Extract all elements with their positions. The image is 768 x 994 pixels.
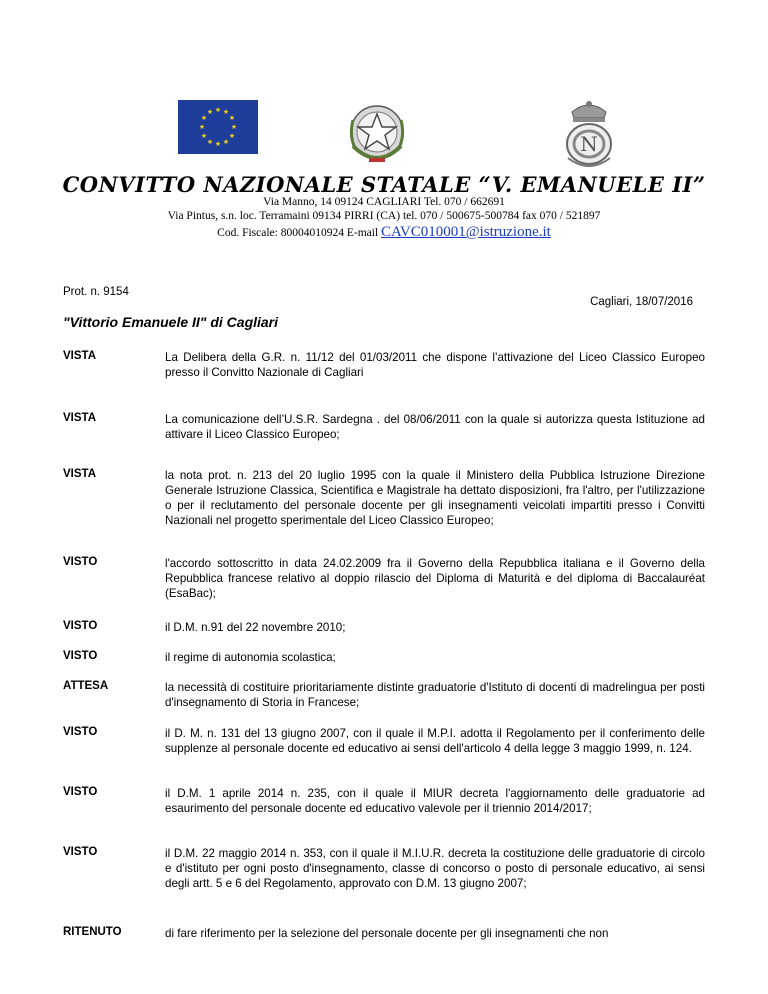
clause-keyword: VISTO <box>63 650 98 662</box>
clause-text: il D. M. n. 131 del 13 giugno 2007, con il quale il M.P.I. adotta il Regolamento per il conferimento delle supplenze al personale docente ed educativo ai sensi dell'articolo 4 della legge 3 maggio 1999, n. 124. <box>165 727 705 755</box>
place-date: Cagliari, 18/07/2016 <box>590 296 693 308</box>
clause-keyword: RITENUTO <box>63 926 122 938</box>
clause-keyword: VISTO <box>63 556 98 568</box>
institution-title: CONVITTO NAZIONALE STATALE “V. EMANUELE II” <box>62 172 706 197</box>
address-line-1: Via Manno, 14 09124 CAGLIARI Tel. 070 / 662691 <box>263 196 505 208</box>
clause-text: il D.M. n.91 del 22 novembre 2010; <box>165 621 346 634</box>
clause-text: di fare riferimento per la selezione del personale docente per gli insegnamenti che non <box>165 927 609 940</box>
italian-emblem-icon <box>343 96 411 168</box>
svg-text:★: ★ <box>200 132 208 140</box>
svg-text:★: ★ <box>200 114 208 122</box>
clause-text: La comunicazione dell’U.S.R. Sardegna . del 08/06/2011 con la quale si autorizza questa Istituzione ad attivare il Liceo Classico Europeo; <box>165 413 705 441</box>
clause-keyword: VISTO <box>63 846 98 858</box>
convitto-crest-icon <box>560 96 618 172</box>
clause-text: il D.M. 1 aprile 2014 n. 235, con il quale il MIUR decreta l'aggiornamento delle graduatorie ad esaurimento del personale docente ed educativo valevole per il triennio 2014/2017; <box>165 787 705 815</box>
address-line-2: Via Pintus, s.n. loc. Terramaini 09134 PIRRI (CA) tel. 070 / 500675-500784 fax 070 / 521897 <box>167 210 601 222</box>
svg-text:★: ★ <box>222 108 230 116</box>
svg-text:N: N <box>580 132 598 156</box>
svg-text:★: ★ <box>206 138 214 146</box>
svg-text:★: ★ <box>214 140 222 148</box>
clause-text: l'accordo sottoscritto in data 24.02.2009 fra il Governo della Repubblica italiana e il Governo della Repubblica francese relativo al doppio rilascio del Diploma di Maturità e del diploma di Baccalauréat (EsaBac); <box>165 557 705 600</box>
eu-flag-icon <box>178 100 258 154</box>
email-link[interactable]: CAVC010001@istruzione.it <box>381 224 551 240</box>
clause-text: la necessità di costituire prioritariamente distinte graduatorie d'Istituto di docenti di madrelingua per posti d'insegnamento di Storia in Francese; <box>165 681 705 709</box>
svg-text:★: ★ <box>222 138 230 146</box>
clause-text: la nota prot. n. 213 del 20 luglio 1995 con la quale il Ministero della Pubblica Istruzione Direzione Generale Istruzione Classica, Scientifica e Magistrale ha dettato disposizioni, fra l'altro, per l'utilizzazione o per il reclutamento del personale docente per gli insegnamenti veicolati impartiti presso i Convitti Nazionali nel progetto sperimentale del Liceo Classico Europeo; <box>165 469 705 527</box>
logo-row <box>0 96 768 172</box>
svg-text:★: ★ <box>228 114 236 122</box>
svg-text:★: ★ <box>230 123 238 131</box>
clause-keyword: VISTO <box>63 786 98 798</box>
address-line-3 <box>0 224 768 241</box>
protocol-number: Prot. n. 9154 <box>63 286 129 298</box>
svg-text:★: ★ <box>214 106 222 114</box>
clause-text: il D.M. 22 maggio 2014 n. 353, con il quale il M.I.U.R. decreta la costituzione delle graduatorie di circolo e d'istituto per ogni posto d'insegnamento, classe di concorso o posto di personale educativo, ai sensi degli artt. 5 e 6 del Regolamento, approvato con D.M. 13 giugno 2007; <box>165 847 705 890</box>
school-name: "Vittorio Emanuele II" di Cagliari <box>63 314 279 330</box>
clause-text: il regime di autonomia scolastica; <box>165 651 336 664</box>
clause-keyword: VISTO <box>63 620 98 632</box>
clause-keyword: VISTO <box>63 726 98 738</box>
fiscal-code-label: Cod. Fiscale: 80004010924 E-mail <box>217 227 382 239</box>
clause-keyword: VISTA <box>63 412 97 424</box>
clause-text: La Delibera della G.R. n. 11/12 del 01/03/2011 che dispone l’attivazione del Liceo Classico Europeo presso il Convitto Nazionale di Cagliari <box>165 351 705 379</box>
clause-keyword: VISTA <box>63 468 97 480</box>
svg-text:★: ★ <box>198 123 206 131</box>
clause-keyword: ATTESA <box>63 680 109 692</box>
clause-keyword: VISTA <box>63 350 97 362</box>
svg-text:★: ★ <box>206 108 214 116</box>
svg-text:★: ★ <box>228 132 236 140</box>
